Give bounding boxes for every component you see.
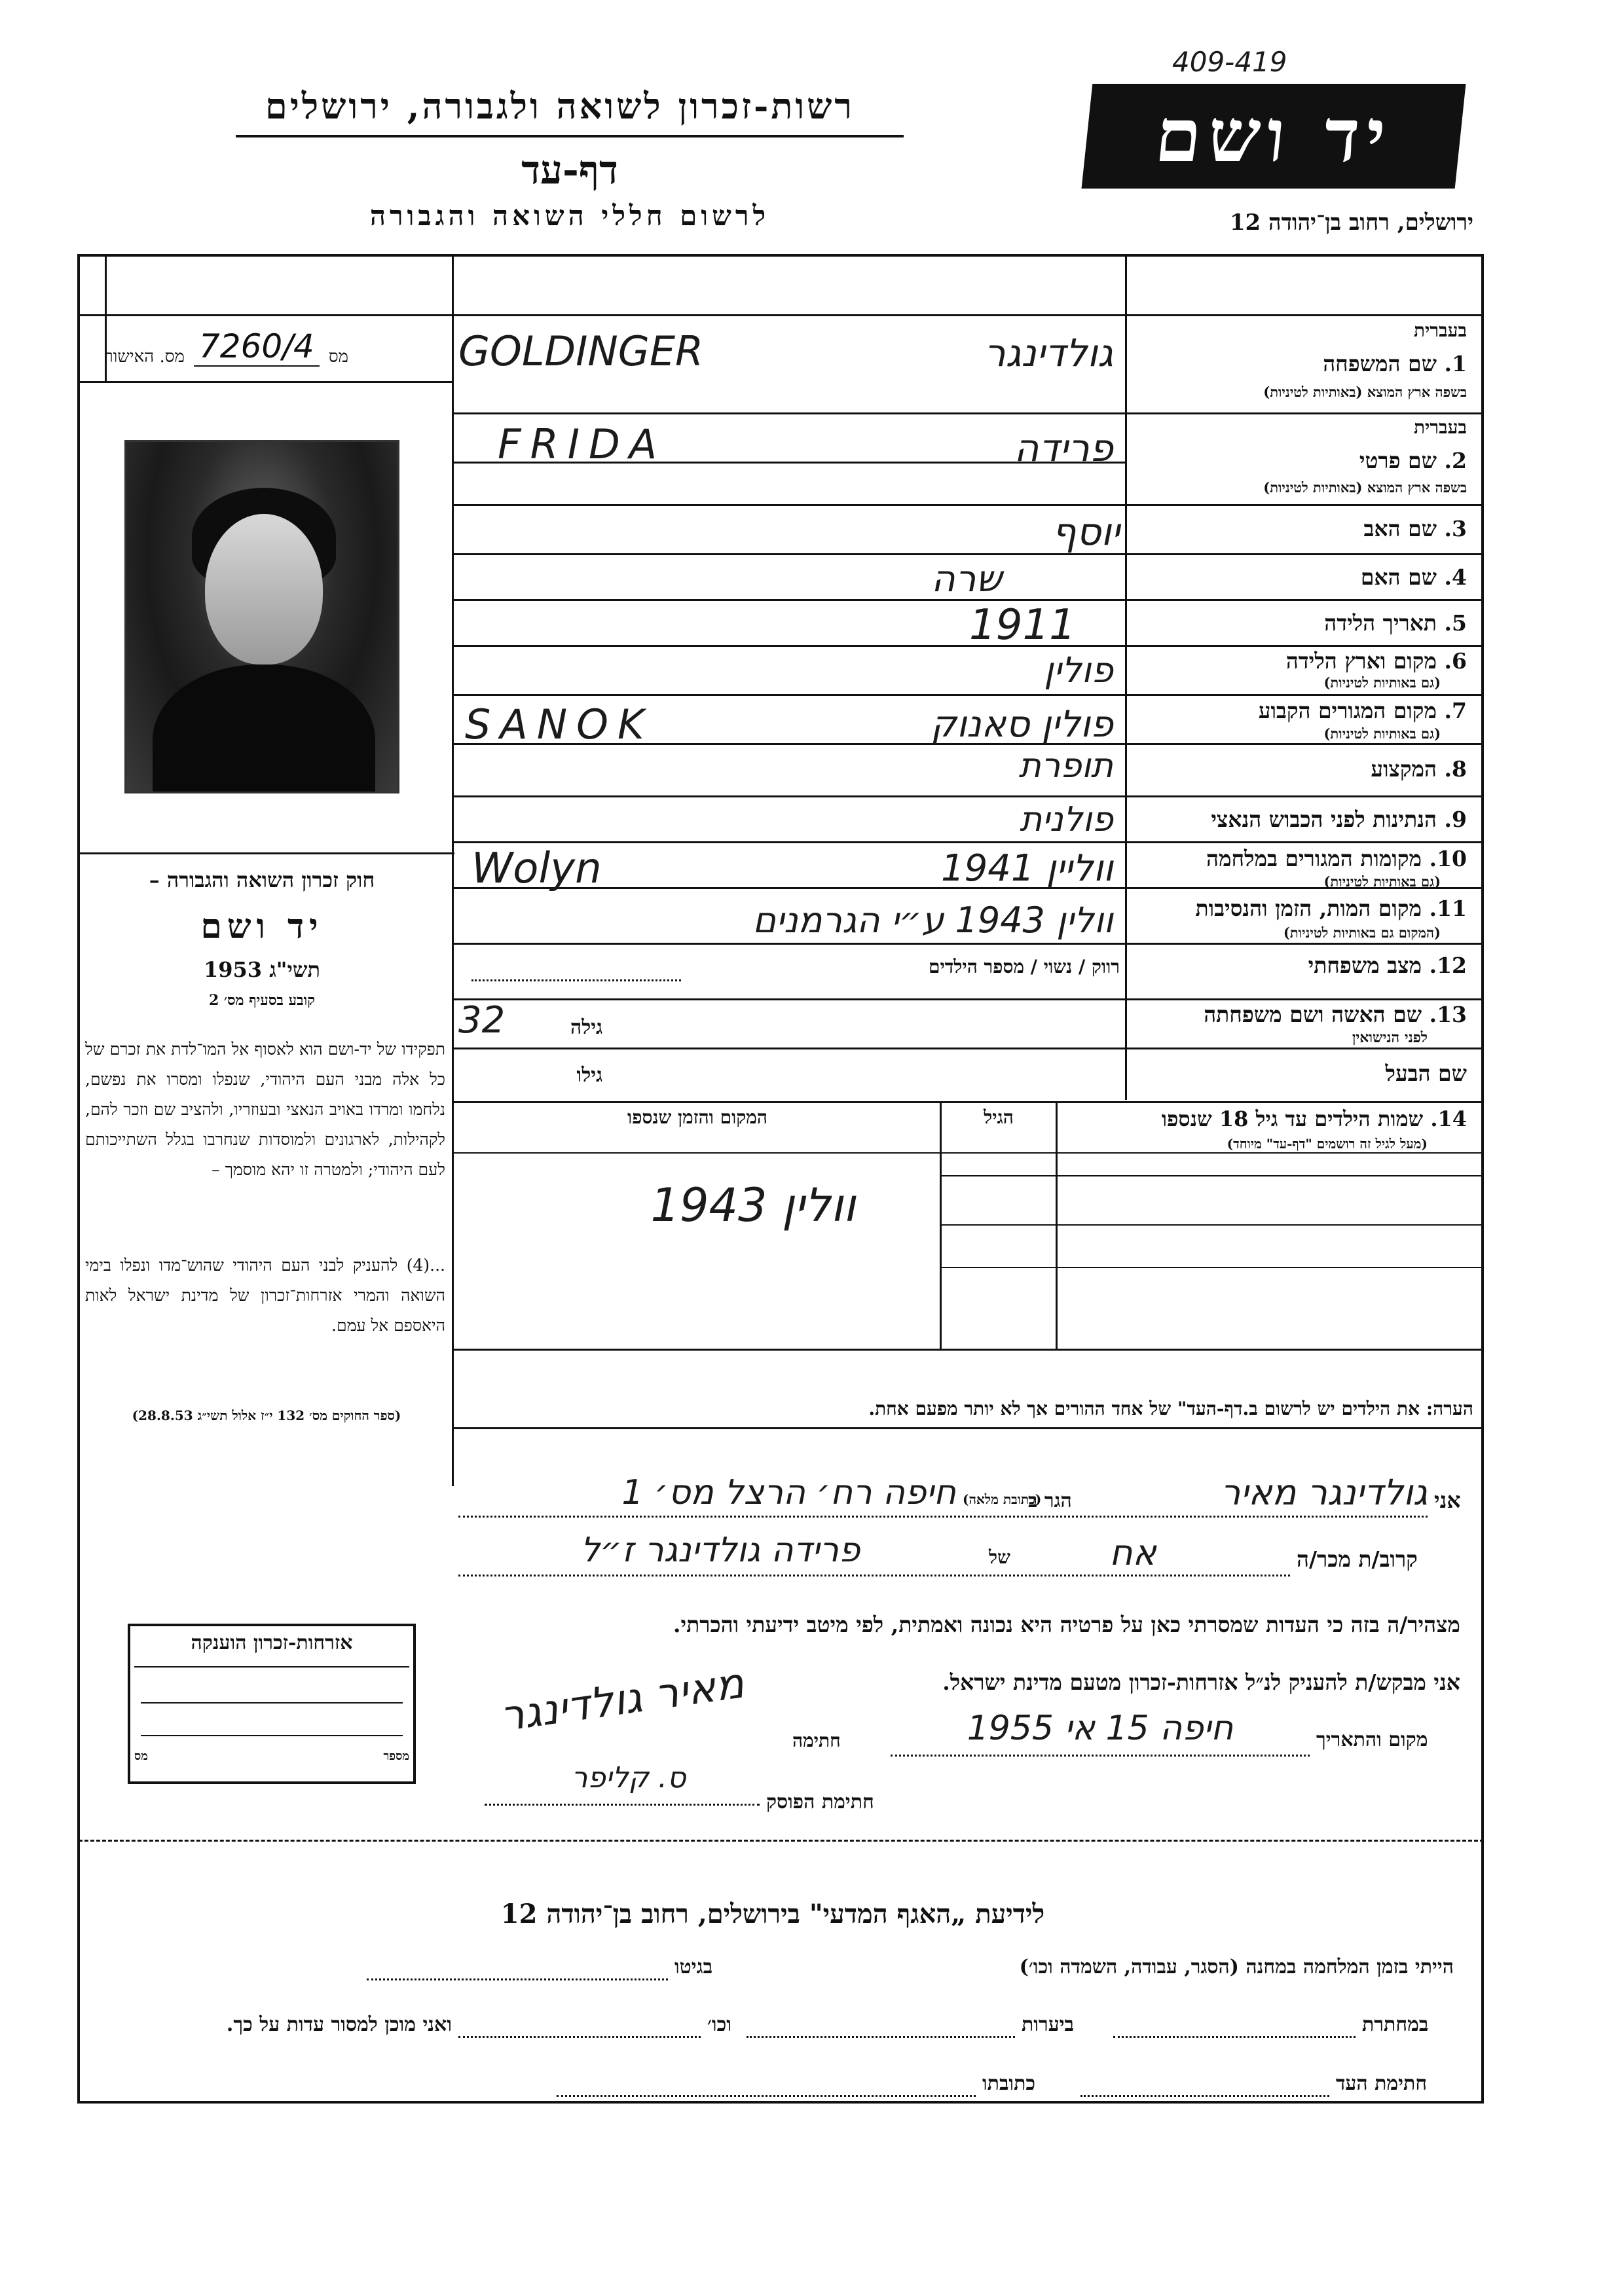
forests-dotted-line [747,2036,1015,2038]
address-dotted-line [458,1516,1428,1518]
wife-age-label: גילה [570,1016,602,1039]
first-name-latin[interactable]: FRIDA [498,420,667,468]
law-source: (ספר החוקים מס׳ 132 י״ז אלול תשי״ג 28.8.53) [132,1408,401,1423]
declarant-name-value[interactable]: גולדינגר מאיר [1220,1472,1428,1513]
of-label: של [989,1546,1010,1568]
remark-label: הערה: [1426,1398,1473,1419]
forests-label: ביערות [1022,2013,1075,2036]
authority-title: רשות-זכרון לשואה ולגבורה, ירושלים [265,85,855,127]
children-col-age: הגיל [984,1106,1014,1128]
children-bottom-rule [452,1349,1484,1351]
officer-dotted-line [485,1804,760,1806]
marital-status-options[interactable]: רווק / נשוי / מספר הילדים [928,956,1120,977]
law-name: יד ושם [200,907,323,947]
law-body-clause: ...(4) להעניק לבני העם היהודי שהוש־מדו ונפלו בימי השואה והמרי אזרחות־זכרון של מדינת ישראל לאות היאספם אל עמם. [85,1256,445,1335]
birth-date-value[interactable]: 1911 [969,601,1076,649]
officer-signature-label: חתימת הפוסק [766,1791,874,1813]
children-place-time-value[interactable]: וולין 1943 [650,1178,856,1232]
bottom-section-separator [79,1840,1484,1842]
title-underline [236,135,904,137]
yad-vashem-logo: יד ושם [1082,84,1466,189]
remark-text: את הילדים יש לרשום ב.דף-העד" של אחד ההורים אך לא יותר מפעם אחת. [868,1398,1420,1419]
children-row-rule-3 [940,1267,1484,1268]
row-rule-6 [452,694,1484,696]
stamp-number-suffix: מס [134,1749,148,1763]
underground-label: במחתרת [1362,2013,1429,2036]
etc-label: וכו׳ [707,2013,731,2036]
residence-hebrew[interactable]: פולין סאנוק [931,703,1113,746]
row-rule-14 [452,1101,1484,1103]
wartime-residence-latin[interactable]: Wolyn [471,845,602,893]
testimony-statement: ואני מוכן למסור עדות על כך. [226,2013,452,2036]
mother-name-value[interactable]: שרה [931,558,1002,600]
signature-label: חתימה [792,1730,841,1751]
row-rule-13 [452,1048,1484,1049]
children-note: (מעל לגיל זה רושמים "דף-עד" מיוחד) [1227,1136,1428,1152]
family-name-latin[interactable]: GOLDINGER [458,327,704,375]
approval-label: מס. האישור [105,347,185,367]
wartime-residence-hebrew[interactable]: ווליין 1941 [941,847,1113,890]
stamp-number-row [134,1749,409,1763]
row-rule-3 [452,553,1484,555]
declaration-request: אני מבקש/ת להעניק לנ״ל אזרחות-זכרון מטעם מדינת ישראל. [942,1669,1460,1695]
relation-label: קרוב/ת מכר/ה [1297,1546,1418,1572]
husband-age-label: גילו [576,1064,602,1087]
portrait-photo [124,440,399,793]
etc-dotted-line [458,2036,701,2038]
ghetto-label: בגיטו [674,1956,713,1978]
row-rule-1 [452,412,1484,414]
remark-row [458,1398,1473,1420]
field-family-name: בעברית 1. שם המשפחה בשפה ארץ המוצא (באותיות לטיניות) [1263,319,1467,400]
underground-dotted-line [1113,2036,1356,2038]
residence-latin[interactable]: SANOK [465,701,654,748]
declarant-address-value[interactable]: חיפה רח׳ הרצל מס׳ 1 [621,1473,956,1512]
law-year: תשי"ג 1953 [204,957,320,982]
law-title: חוק זכרון השואה והגבורה – [149,867,375,892]
approval-rule [79,381,453,383]
top-strip-rule [79,314,1484,316]
row-rule-12 [452,998,1484,1000]
stamp-rule-3 [141,1735,403,1736]
children-col-divider-2 [940,1101,942,1350]
children-col-divider-1 [1056,1101,1058,1350]
citizenship-value[interactable]: פולנית [1020,800,1113,839]
children-col-place-time: המקום והזמן שנספו [627,1106,767,1128]
declarant-i-label: אני [1434,1487,1461,1513]
witness-signature-dotted-line [1080,2095,1329,2097]
children-label: 14. שמות הילדים עד גיל 18 שנספו [1161,1106,1467,1131]
death-details-value[interactable]: וולין 1943 ע״י הגרמנים [752,900,1113,941]
children-head-rule [452,1152,1484,1154]
row-rule-9 [452,841,1484,843]
row-rule-11 [452,943,1484,945]
reference-number: 409-419 [1172,46,1287,78]
children-row-rule-2 [940,1224,1484,1226]
place-date-label: מקום והתאריך [1316,1728,1428,1751]
place-date-value[interactable]: חיפה 15 אי 1955 [967,1709,1234,1748]
family-name-hebrew[interactable]: גולדינגר [984,331,1113,375]
relation-value[interactable]: אח [1109,1532,1156,1573]
witness-signature-label: חתימת העד [1336,2072,1428,2095]
relation-dotted-line [458,1575,1290,1576]
authority-address: ירושלים, רחוב בן־יהודה 12 [1229,210,1473,236]
first-name-hebrew[interactable]: פרידה [1014,426,1113,470]
ghetto-dotted-line [367,1978,668,1980]
form-title: דף-עד [521,147,618,193]
photo-body [153,665,375,793]
witness-address-dotted-line [557,2095,976,2097]
photo-face [205,514,323,665]
stamp-rule-2 [141,1702,403,1704]
camp-label: הייתי בזמן המלחמה במחנה (הסגר, עבודה, השמדה וכו׳) [1019,1956,1454,1978]
officer-signature-value[interactable]: ס. קליפר [571,1761,686,1795]
approval-number-row [105,327,445,367]
resides-label: הגר ב [1028,1489,1072,1512]
declarant-signature[interactable]: מאיר גולדינגר [497,1659,747,1741]
stamp-rule-1 [134,1666,409,1667]
approval-suffix: מס [328,347,349,367]
wife-age-value[interactable]: 32 [458,999,506,1042]
bottom-title: לידיעת „האגף המדעי" בירושלים, רחוב בן־יהודה 12 [500,1899,1045,1929]
law-section: קובע בסעיף מס׳ 2 [208,992,316,1009]
law-body: תפקידו של יד-ושם הוא לאסוף אל המו־לדת את זכרם של כל אלה מבני העם היהודי, שנפלו ומסרו את נפשם, נלחמו ומרדו באויב הנאצי ובעוזריו, ולהציב שם וזכר להם, לקהילות, לארגונים ולמוסדות שנחרבו בגלל השתייכותם לעם היהודי; ולמטרה זו יהא מוסמך – [85,1040,445,1179]
stamp-title: אזרחות-זכרון הוענקה [191,1631,353,1654]
marital-dotted-line [471,979,681,981]
form-subtitle: לרשום חללי השואה והגבורה [369,200,770,232]
stamp-number-label: מספר [383,1749,409,1763]
field-first-name: בעברית 2. שם פרטי בשפה ארץ המוצא (באותיות לטיניות) [1263,416,1467,496]
address-note: (כתובת מלאה) [963,1491,1042,1507]
children-row-rule-1 [940,1175,1484,1176]
row-rule-5 [452,645,1484,647]
row-rule-8 [452,795,1484,797]
father-name-value[interactable]: יוסף [1052,509,1120,554]
approval-number[interactable]: 7260/4 [194,327,320,367]
declaration-statement: מצהיר/ה בזה כי העדות שמסרתי כאן על פרטיה היא נכונה ואמתית, לפי מיטב ידיעתי והכרתי. [673,1612,1460,1637]
birth-place-value[interactable]: פולין [1044,649,1113,691]
place-date-dotted-line [891,1755,1310,1757]
witness-address-label: כתובתו [982,2072,1036,2095]
profession-value[interactable]: תופרת [1018,746,1113,786]
remark-bottom-rule [452,1427,1484,1429]
deceased-name-value[interactable]: פרידה גולדינגר ז״ל [580,1531,860,1570]
